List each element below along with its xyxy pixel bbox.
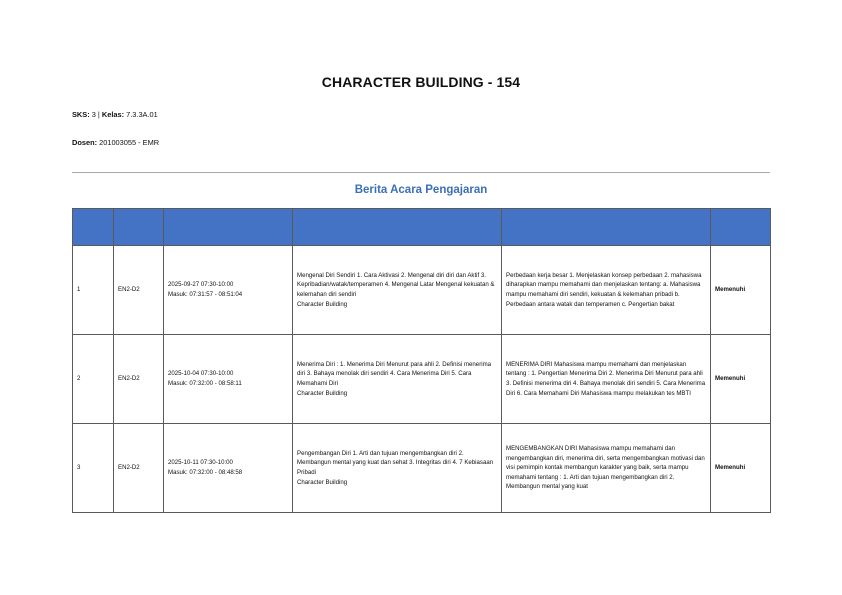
divider xyxy=(72,172,770,173)
material-cell xyxy=(293,424,502,513)
material-cell xyxy=(293,246,502,335)
table-header-row xyxy=(73,209,771,246)
check-in-time: Masuk: 07:31:57 - 08:51:04 xyxy=(168,291,243,298)
row-number: 1 xyxy=(73,246,114,335)
row-number: 3 xyxy=(73,424,114,513)
sks-kelas-line xyxy=(72,110,158,119)
learning-indicator: MENERIMA DIRI Mahasiswa mampu memahami dan menjelaskan tentang : 1. Pengertian Menerima Diri 2. Menerima Diri Menurut para ahli 3. Definisi menerima diri 4. Bahaya menolak diri sendiri 5. Cara Menerima Diri 6. Cara Memahami Diri Mahasiswa mampu melakukan tes MBTI xyxy=(502,335,711,424)
learning-indicator: MENGEMBANGKAN DIRI Mahasiswa mampu memahami dan mengembangkan diri, menerima diri, serta mengembangkan motivasi dan visi pemimpin kontak membangun karakter yang baik, serta mampu memahami tentang : 1. Arti dan tujuan mengembangkan diri 2. Membangun mental yang kuat xyxy=(502,424,711,513)
header-cell-status xyxy=(711,209,771,246)
check-in-time: Masuk: 07:32:00 - 08:48:58 xyxy=(168,469,243,476)
header-cell-no xyxy=(73,209,114,246)
sks-label: SKS: xyxy=(72,110,90,119)
check-in-time: Masuk: 07:32:00 - 08:58:11 xyxy=(168,380,242,387)
dosen-line xyxy=(72,138,159,147)
session-time xyxy=(164,246,293,335)
table-row xyxy=(73,246,771,335)
status-cell: Memenuhi xyxy=(711,335,771,424)
dosen-label: Dosen: xyxy=(72,138,98,147)
dosen-value: 201003055 - EMR xyxy=(97,138,160,147)
teaching-record-table xyxy=(72,208,771,513)
course-name: Character Building xyxy=(297,478,348,486)
section-title: Berita Acara Pengajaran xyxy=(354,184,488,196)
status-cell: Memenuhi xyxy=(711,424,771,513)
header-cell-waktu xyxy=(164,209,293,246)
course-name: Character Building xyxy=(297,389,348,397)
learning-indicator: Perbedaan kerja besar 1. Menjelaskan konsep perbedaan 2. mahasiswa diharapkan mampu memahami dan menjelaskan tentang: a. Mahasiswa mampu memahami diri sendiri, kekuatan & kelemahan pribadi b. Perbedaan antara watak dan temperamen c. Pengertian bakat xyxy=(502,246,711,335)
session-time xyxy=(164,424,293,513)
session-time xyxy=(164,335,293,424)
material-text: Mengenal Diri Sendiri 1. Cara Aktivasi 2. Mengenal diri diri dan Aktif 3. Kepribadian/watak/temperamen 4. Mengenal Latar Mengenal kekuatan & kelemahan diri sendiri xyxy=(297,271,495,298)
material-text: Menerima Diri : 1. Menerima Diri Menurut para ahli 2. Definisi menerima diri 3. Bahaya menolak diri sendiri 4. Cara Menerima Diri 5. Cara Memahami Diri xyxy=(297,360,492,387)
session-date: 2025-09-27 07:30-10:00 xyxy=(168,281,234,289)
header-cell-materi xyxy=(293,209,502,246)
room-code: EN2-D2 xyxy=(114,335,164,424)
session-date: 2025-10-04 07:30-10:00 xyxy=(168,370,234,378)
document-title: CHARACTER BUILDING - 154 xyxy=(321,74,521,90)
table-row xyxy=(73,335,771,424)
material-text: Pengembangan Diri 1. Arti dan tujuan mengembangkan diri 2. Membangun mental yang kuat dan sehat 3. Integritas diri 4. 7 Kebiasaan Pribadi xyxy=(297,449,494,476)
session-date: 2025-10-11 07:30-10:00 xyxy=(168,459,233,467)
room-code: EN2-D2 xyxy=(114,246,164,335)
course-name: Character Building xyxy=(297,300,348,308)
kelas-label: Kelas: xyxy=(101,110,125,119)
table-row xyxy=(73,424,771,513)
row-number: 2 xyxy=(73,335,114,424)
sks-value: 3 | xyxy=(89,110,102,119)
status-cell: Memenuhi xyxy=(711,246,771,335)
material-cell xyxy=(293,335,502,424)
header-cell-kode xyxy=(114,209,164,246)
kelas-value: 7.3.3A.01 xyxy=(124,110,158,119)
room-code: EN2-D2 xyxy=(114,424,164,513)
header-cell-indikator xyxy=(502,209,711,246)
